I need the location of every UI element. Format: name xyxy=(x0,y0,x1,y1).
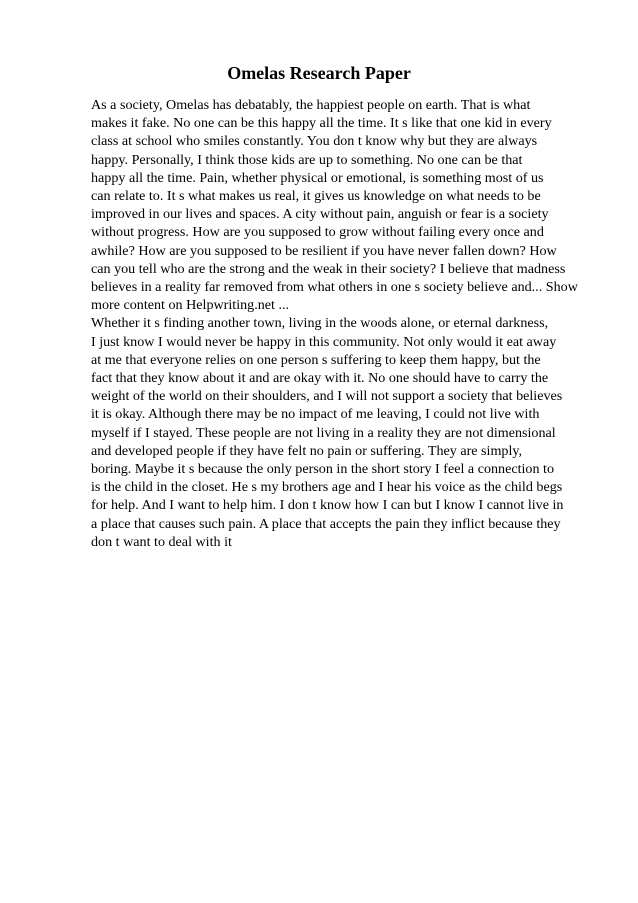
text-line: a place that causes such pain. A place that accepts the pain they inflict because they xyxy=(91,515,561,532)
text-line: is the child in the closet. He s my brothers age and I hear his voice as the child begs xyxy=(91,479,563,496)
text-line: can you tell who are the strong and the weak in their society? I believe that madness xyxy=(91,260,566,277)
text-line: it is okay. Although there may be no impact of me leaving, I could not live with xyxy=(91,406,540,423)
text-line: without progress. How are you supposed to grow without failing every once and xyxy=(91,224,544,241)
text-line: I just know I would never be happy in this community. Not only would it eat away xyxy=(91,333,557,350)
text-line: can relate to. It s what makes us real, it gives us knowledge on what needs to be xyxy=(91,188,541,205)
text-line: makes it fake. No one can be this happy all the time. It s like that one kid in every xyxy=(91,115,552,132)
text-line: happy all the time. Pain, whether physical or emotional, is something most of us xyxy=(91,169,544,186)
text-line: for help. And I want to help him. I don t know how I can but I know I cannot live in xyxy=(91,497,564,514)
text-line: myself if I stayed. These people are not living in a reality they are not dimensional xyxy=(91,424,556,441)
text-line: class at school who smiles constantly. You don t know why but they are always xyxy=(91,133,538,150)
document-title: Omelas Research Paper xyxy=(227,63,411,83)
text-line: more content on Helpwriting.net ... xyxy=(91,297,290,314)
document-body xyxy=(91,96,611,551)
text-line: awhile? How are you supposed to be resilient if you have never fallen down? How xyxy=(91,242,557,259)
text-line: don t want to deal with it xyxy=(91,533,232,550)
text-line: improved in our lives and spaces. A city without pain, anguish or fear is a society xyxy=(91,206,549,223)
text-line: Whether it s finding another town, living in the woods alone, or eternal darkness, xyxy=(91,315,549,332)
text-line: fact that they know about it and are okay with it. No one should have to carry the xyxy=(91,370,549,387)
text-line: at me that everyone relies on one person s suffering to keep them happy, but the xyxy=(91,351,541,368)
text-line: happy. Personally, I think those kids are up to something. No one can be that xyxy=(91,151,523,168)
text-line: As a society, Omelas has debatably, the happiest people on earth. That is what xyxy=(91,97,531,113)
text-line: boring. Maybe it s because the only person in the short story I feel a connection to xyxy=(91,461,555,478)
text-line: and developed people if they have felt no pain or suffering. They are simply, xyxy=(91,442,523,459)
text-line: believes in a reality far removed from what others in one s society believe and... Show xyxy=(91,279,578,296)
text-line: weight of the world on their shoulders, and I will not support a society that believes xyxy=(91,388,563,405)
